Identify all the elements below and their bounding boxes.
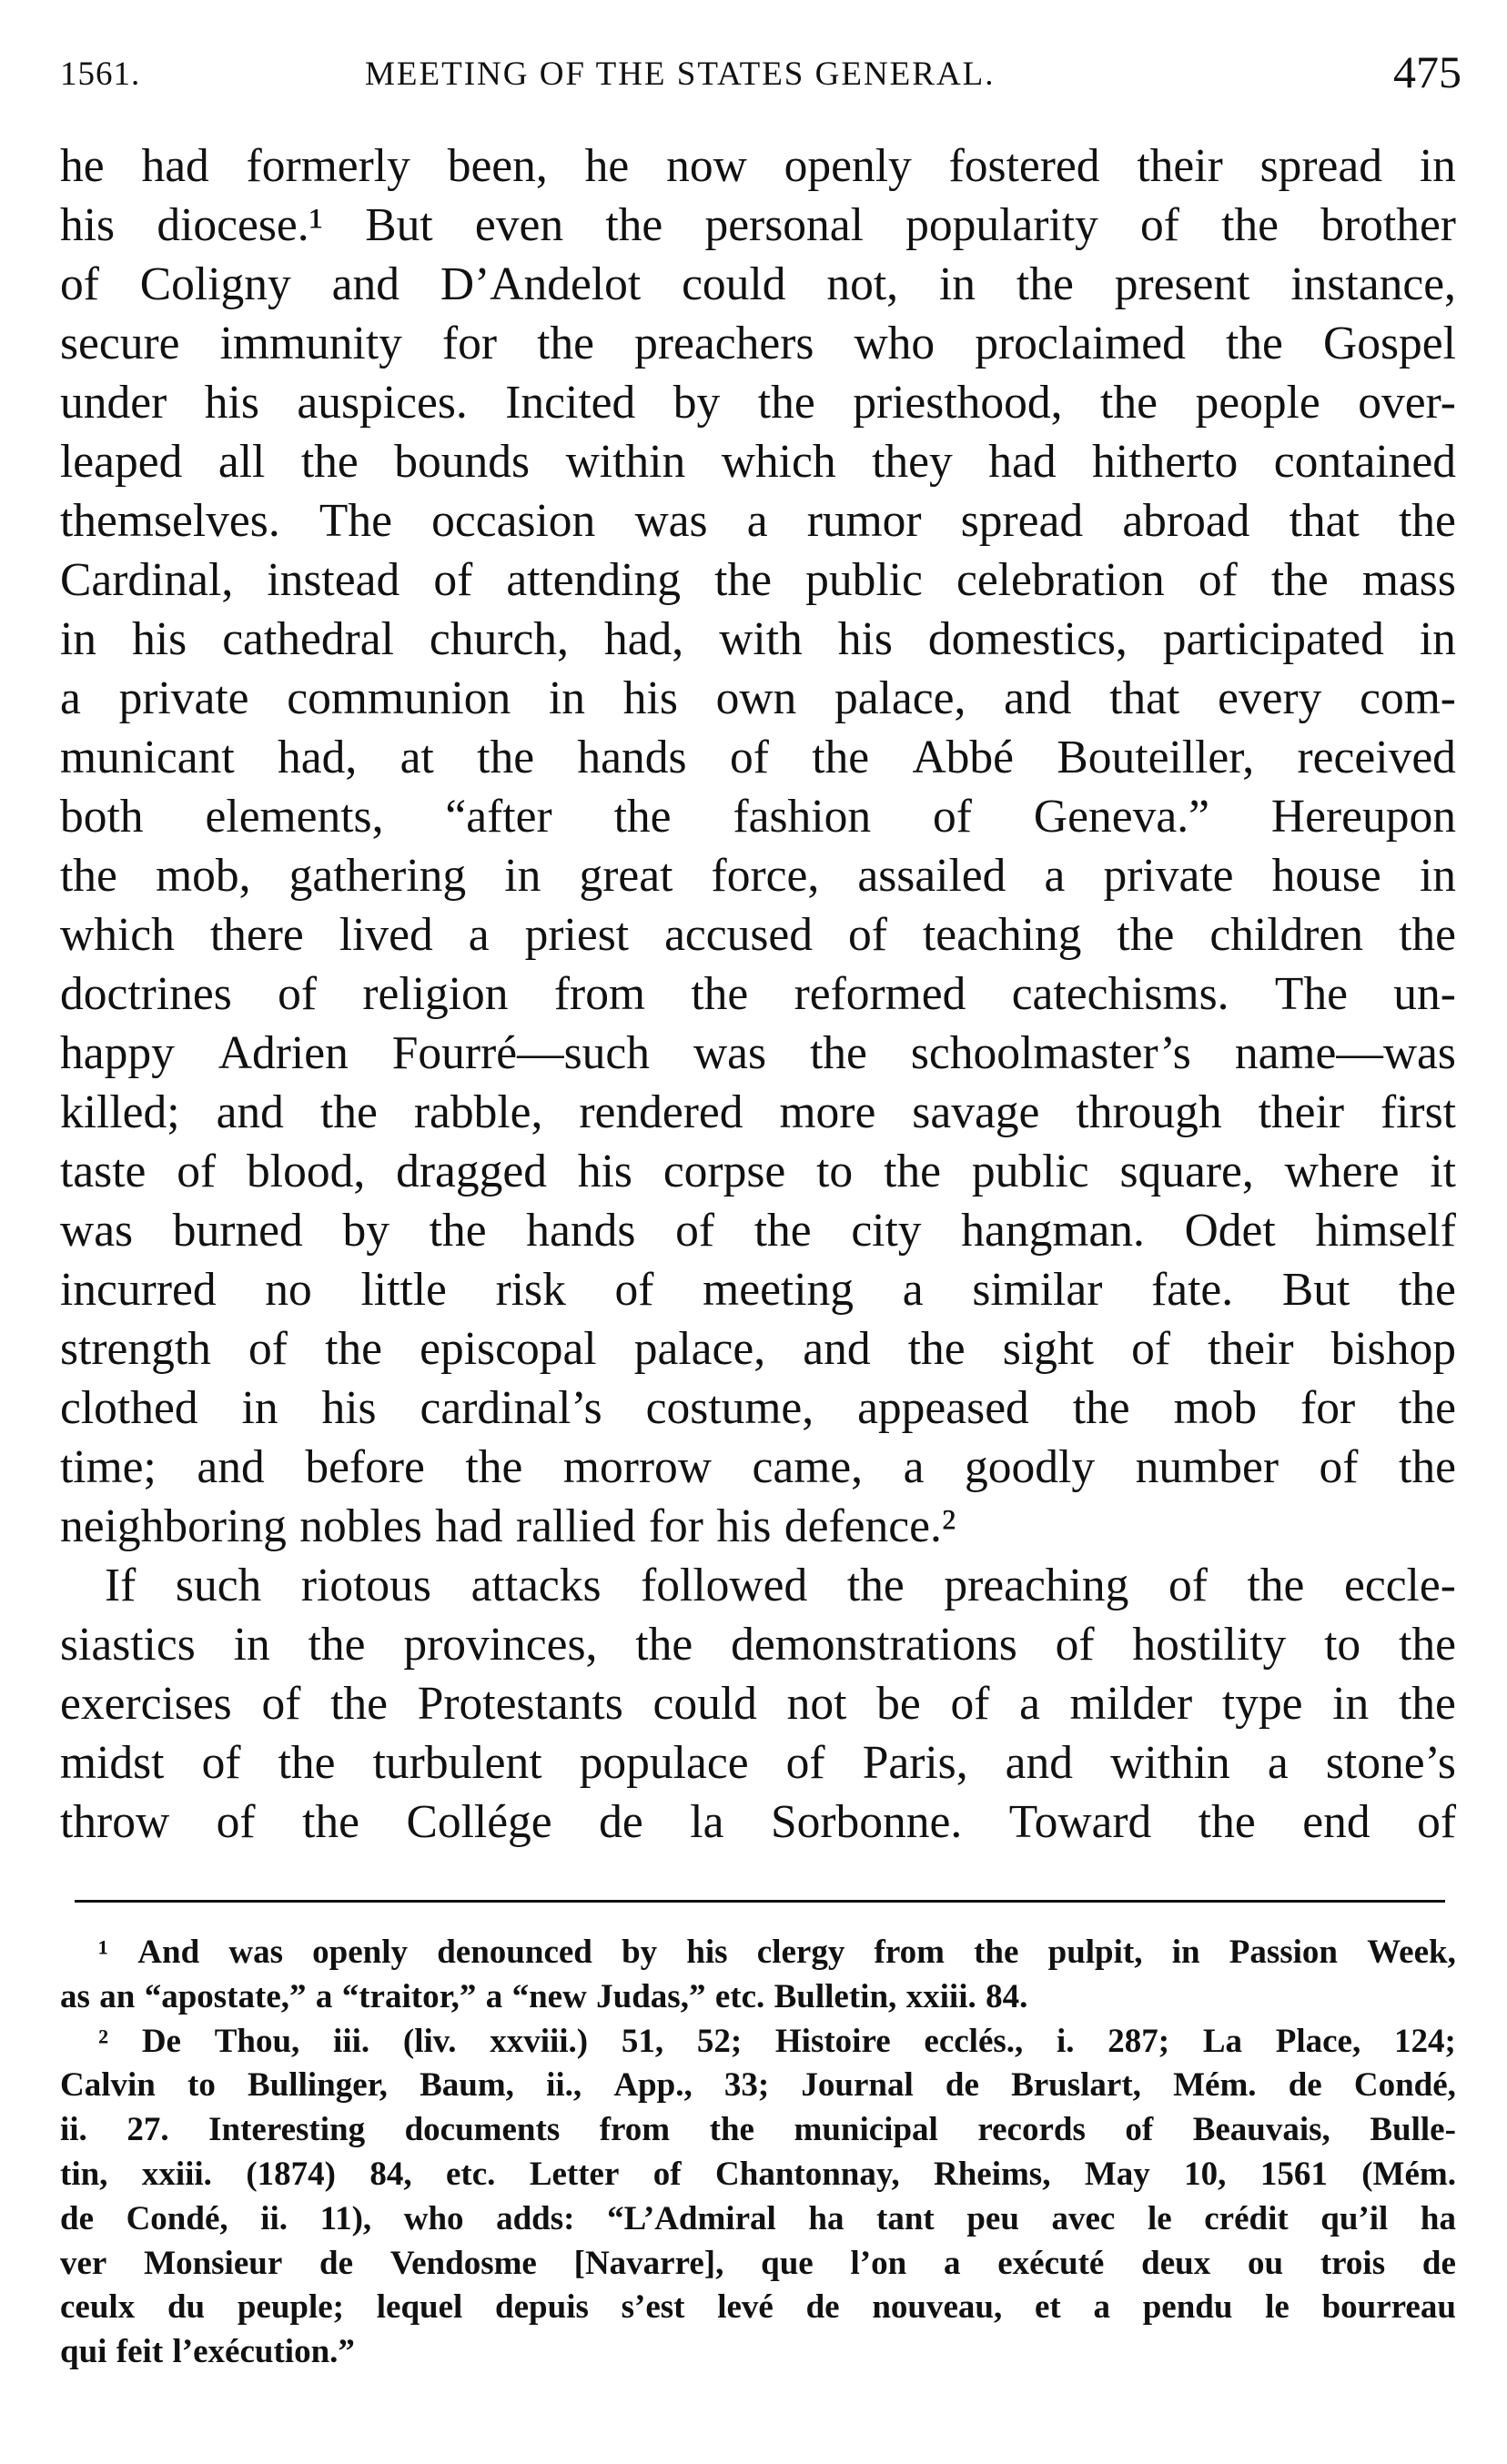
body-line: strength of the episcopal palace, and the sight of their bishop [60, 1323, 1456, 1375]
body-line: a private communion in his own palace, and that every com- [60, 672, 1456, 724]
body-line: he had formerly been, he now openly fostered their spread in [60, 140, 1456, 192]
body-line: under his auspices. Incited by the priesthood, the people over- [60, 377, 1456, 429]
body-line: throw of the Collége de la Sorbonne. Toward the end of [60, 1796, 1456, 1848]
body-line: in his cathedral church, had, with his domestics, participated in [60, 613, 1456, 665]
page-number: 475 [1393, 46, 1461, 97]
footnote-divider [75, 1900, 1445, 1903]
footnote-line: ¹ And was openly denounced by his clergy from the pulpit, in Passion Week, [98, 1934, 1456, 1971]
running-head [60, 45, 1461, 100]
body-line: exercises of the Protestants could not be of a milder type in the [60, 1678, 1456, 1730]
footnote-line: ii. 27. Interesting documents from the municipal records of Beauvais, Bulle- [60, 2111, 1456, 2149]
body-line: midst of the turbulent populace of Paris, and within a stone’s [60, 1737, 1456, 1789]
body-line: secure immunity for the preachers who proclaimed the Gospel [60, 318, 1456, 369]
body-line: taste of blood, dragged his corpse to the public square, where it [60, 1146, 1456, 1197]
body-line: neighboring nobles had rallied for his defence.² [60, 1500, 956, 1552]
body-text [60, 136, 1456, 1852]
footnote-line: as an “apostate,” a “traitor,” a “new Judas,” etc. Bulletin, xxiii. 84. [60, 1977, 1028, 2015]
body-line: clothed in his cardinal’s costume, appeased the mob for the [60, 1382, 1456, 1434]
running-head-title: MEETING OF THE STATES GENERAL. [365, 56, 996, 93]
body-line: siastics in the provinces, the demonstrations of hostility to the [60, 1619, 1456, 1671]
body-line: which there lived a priest accused of teaching the children the [60, 909, 1456, 961]
body-line: happy Adrien Fourré—such was the schoolmaster’s name—was [60, 1027, 1456, 1079]
footnote-line: ceulx du peuple; lequel depuis s’est levé de nouveau, et a pendu le bourreau [60, 2288, 1456, 2327]
running-head-year: 1561. [60, 56, 141, 93]
footnotes [60, 1931, 1456, 2375]
body-line: themselves. The occasion was a rumor spread abroad that the [60, 495, 1456, 547]
body-line: both elements, “after the fashion of Geneva.” Hereupon [60, 791, 1456, 843]
footnote-line: ver Monsieur de Vendosme [Navarre], que l’on a exécuté deux ou trois de [60, 2244, 1456, 2282]
body-line: time; and before the morrow came, a goodly number of the [60, 1441, 1456, 1493]
footnote-line: ² De Thou, iii. (liv. xxviii.) 51, 52; Histoire ecclés., i. 287; La Place, 124; [98, 2022, 1456, 2060]
body-line: his diocese.¹ But even the personal popularity of the brother [60, 199, 1456, 251]
body-line: incurred no little risk of meeting a similar fate. But the [60, 1264, 1456, 1316]
footnote-line: Calvin to Bullinger, Baum, ii., App., 33; Journal de Bruslart, Mém. de Condé, [60, 2066, 1456, 2105]
body-line: Cardinal, instead of attending the public celebration of the mass [60, 554, 1456, 606]
body-line: of Coligny and D’Andelot could not, in the present instance, [60, 258, 1456, 310]
body-line: killed; and the rabble, rendered more savage through their first [60, 1086, 1456, 1138]
body-line: municant had, at the hands of the Abbé Bouteiller, received [60, 732, 1456, 783]
body-line: the mob, gathering in great force, assailed a private house in [60, 850, 1456, 902]
body-line: If such riotous attacks followed the preaching of the eccle- [105, 1560, 1456, 1611]
body-line: doctrines of religion from the reformed catechisms. The un- [60, 968, 1456, 1020]
footnote-line: qui feit l’exécution.” [60, 2333, 355, 2371]
body-line: leaped all the bounds within which they had hitherto contained [60, 436, 1456, 488]
footnote-line: tin, xxiii. (1874) 84, etc. Letter of Chantonnay, Rheims, May 10, 1561 (Mém. [60, 2155, 1456, 2193]
body-line: was burned by the hands of the city hangman. Odet himself [60, 1205, 1456, 1257]
footnote-line: de Condé, ii. 11), who adds: “L’Admiral ha tant peu avec le crédit qu’il ha [60, 2199, 1456, 2237]
